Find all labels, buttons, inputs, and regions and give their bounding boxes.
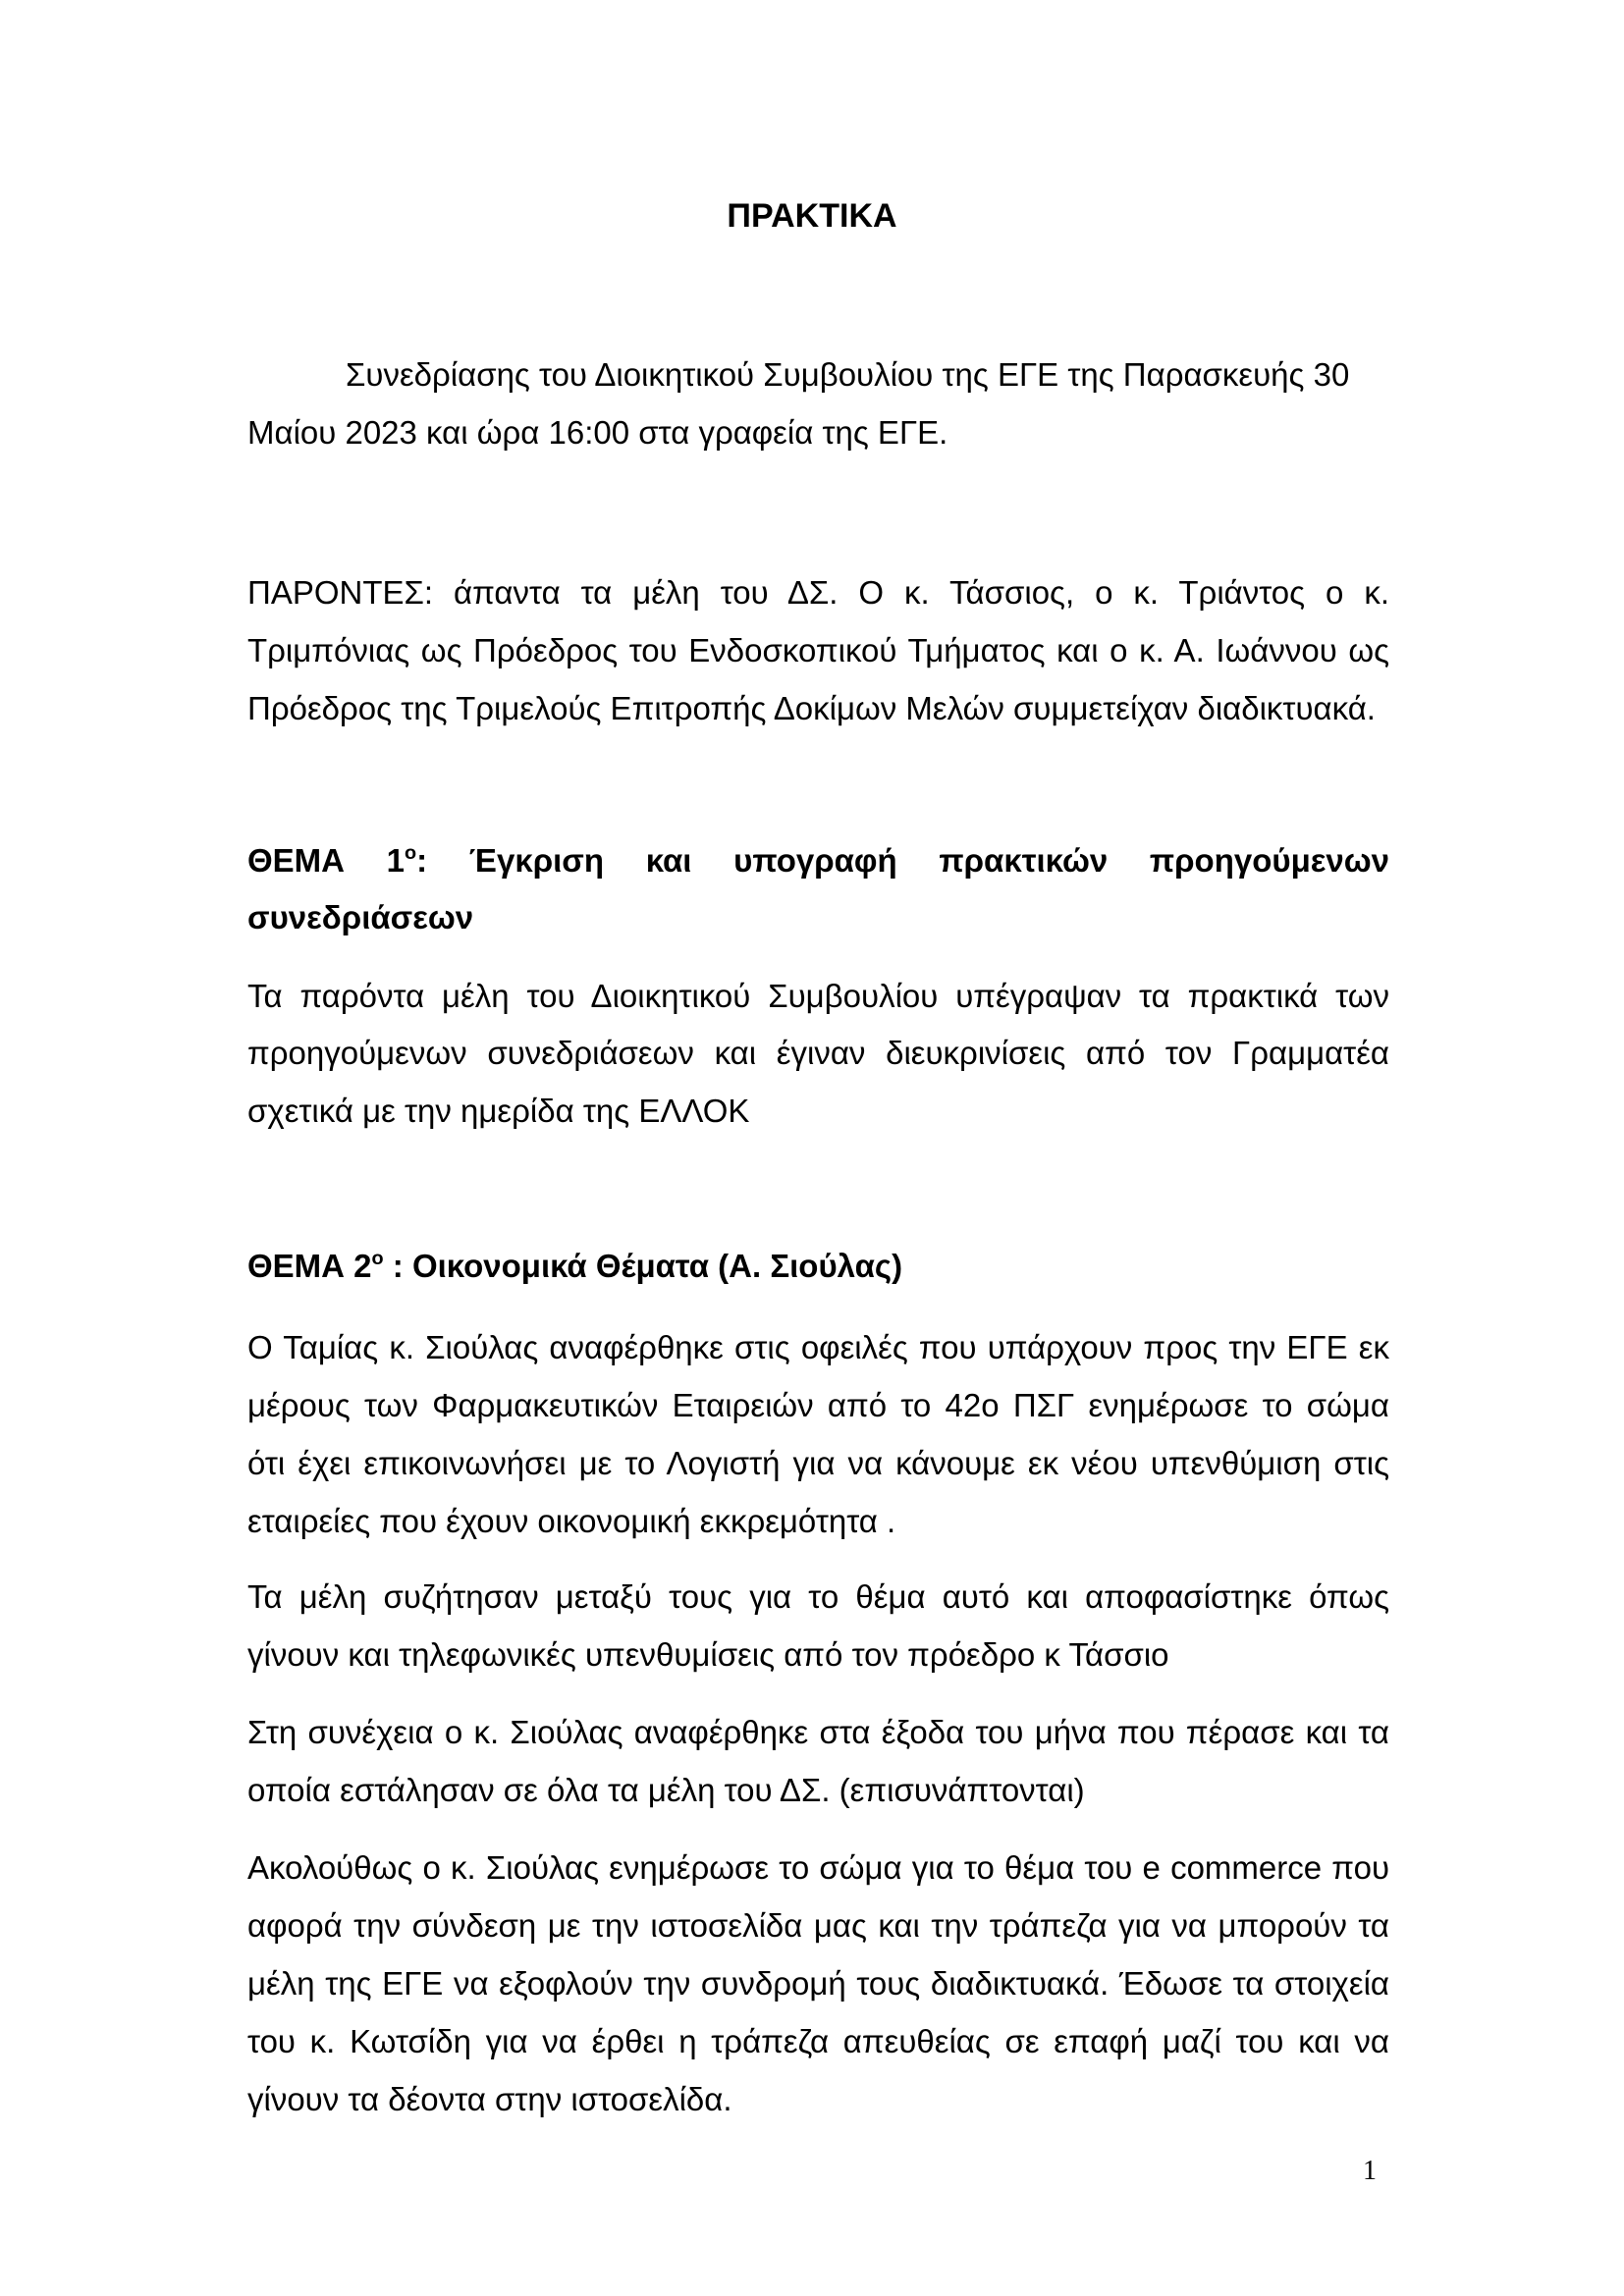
page-number: 1 [1363, 2156, 1377, 2186]
topic1-heading [247, 841, 1389, 881]
topic2-sup: ο [371, 1248, 384, 1270]
present-line-3: Πρόεδρος της Τριμελούς Επιτροπής Δοκίμων Μελών συμμετείχαν διαδικτυακά. [247, 690, 1376, 726]
topic2-p2-line-2: γίνουν και τηλεφωνικές υπενθυμίσεις από τον πρόεδρο κ Τάσσιο [247, 1636, 1169, 1673]
intro-line-1: Συνεδρίασης του Διοικητικού Συμβουλίου της ΕΓΕ της Παρασκευής 30 [346, 356, 1350, 393]
topic1-label: ΘΕΜΑ 1 [247, 842, 406, 879]
topic1-body-line-3: σχετικά με την ημερίδα της ΕΛΛΟΚ [247, 1093, 750, 1129]
topic2-p4-line-4: του κ. Κωτσίδη για να έρθει η τράπεζα απευθείας σε επαφή μαζί του και να [247, 2023, 1389, 2059]
topic2-p3-line-2: οποία εστάλησαν σε όλα τα μέλη του ΔΣ. (επισυνάπτονται) [247, 1772, 1085, 1808]
topic2-p4-line-3: μέλη της ΕΓΕ να εξοφλούν την συνδρομή τους διαδικτυακά. Έδωσε τα στοιχεία [247, 1965, 1389, 2002]
topic2-p3-line-1: Στη συνέχεια ο κ. Σιούλας αναφέρθηκε στα έξοδα του μήνα που πέρασε και τα [247, 1714, 1389, 1750]
present-line-2: Τριμπόνιας ως Πρόεδρος του Ενδοσκοπικού Τμήματος και ο κ. Α. Ιωάννου ως [247, 632, 1389, 668]
topic1-body-line-2: προηγούμενων συνεδριάσεων και έγιναν διευκρινίσεις από τον Γραμματέα [247, 1035, 1389, 1071]
intro-line-2: Μαίου 2023 και ώρα 16:00 στα γραφεία της ΕΓΕ. [247, 414, 948, 451]
topic1-heading-line2: συνεδριάσεων [247, 899, 474, 935]
topic2-heading-text: : Οικονομικά Θέματα (Α. Σιούλας) [383, 1248, 903, 1284]
topic2-label: ΘΕΜΑ 2 [247, 1248, 372, 1284]
topic2-p1-line-1: Ο Ταμίας κ. Σιούλας αναφέρθηκε στις οφειλές που υπάρχουν προς την ΕΓΕ εκ [247, 1329, 1389, 1365]
topic2-heading [247, 1247, 1389, 1286]
topic2-p4-line-5: γίνουν τα δέοντα στην ιστοσελίδα. [247, 2081, 732, 2117]
topic1-heading-text: : Έγκριση και υπογραφή πρακτικών προηγούμενων [416, 842, 1389, 879]
document-title: ΠΡΑΚΤΙΚΑ [727, 197, 897, 235]
topic2-p4-line-2: αφορά την σύνδεση με την ιστοσελίδα μας και την τράπεζα για να μπορούν τα [247, 1907, 1389, 1944]
topic2-p1-line-3: ότι έχει επικοινωνήσει με το Λογιστή για να κάνουμε εκ νέου υπενθύμιση στις [247, 1445, 1389, 1481]
topic2-p1-line-2: μέρους των Φαρμακευτικών Εταιρειών από το 42ο ΠΣΓ ενημέρωσε το σώμα [247, 1387, 1389, 1423]
topic1-sup: ο [405, 842, 417, 865]
topic1-body-line-1: Τα παρόντα μέλη του Διοικητικού Συμβουλίου υπέγραψαν τα πρακτικά των [247, 978, 1389, 1014]
topic2-p1-line-4: εταιρείες που έχουν οικονομική εκκρεμότητα . [247, 1503, 896, 1539]
present-line-1: ΠΑΡΟΝΤΕΣ: άπαντα τα μέλη του ΔΣ. Ο κ. Τάσσιος, ο κ. Τριάντος ο κ. [247, 574, 1389, 611]
topic2-p4-line-1: Ακολούθως ο κ. Σιούλας ενημέρωσε το σώμα για το θέμα του e commerce που [247, 1849, 1389, 1886]
topic2-p2-line-1: Τα μέλη συζήτησαν μεταξύ τους για το θέμα αυτό και αποφασίστηκε όπως [247, 1578, 1389, 1615]
